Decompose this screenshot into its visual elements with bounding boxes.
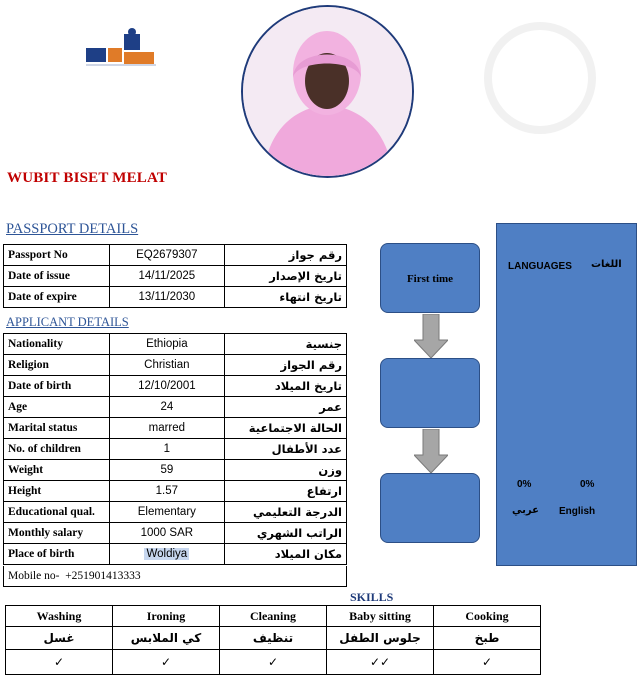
arrow-down-icon xyxy=(414,314,448,358)
nationality-value: Ethiopia xyxy=(109,334,224,355)
languages-panel xyxy=(496,223,637,566)
passport-no-label: Passport No xyxy=(4,245,110,266)
skill-cooking-arabic: طبخ xyxy=(434,627,541,650)
birthplace-value: Woldiya xyxy=(146,548,188,560)
children-arabic: عدد الأطفال xyxy=(224,439,346,460)
education-arabic: الدرجة التعليمي xyxy=(224,502,346,523)
expiry-date-arabic: تاريخ انتهاء xyxy=(224,287,346,308)
skill-baby-sitting-arabic: جلوس الطفل xyxy=(327,627,434,650)
age-value: 24 xyxy=(109,397,224,418)
age-arabic: عمر xyxy=(224,397,346,418)
arabic-level: 0% xyxy=(517,479,532,490)
mobile-label: Mobile no- xyxy=(8,570,60,582)
skills-table xyxy=(5,605,541,675)
weight-value: 59 xyxy=(109,460,224,481)
salary-arabic: الراتب الشهري xyxy=(224,523,346,544)
height-value: 1.57 xyxy=(109,481,224,502)
birth-date-value: 12/10/2001 xyxy=(109,376,224,397)
table-row xyxy=(4,355,347,376)
table-row xyxy=(4,334,347,355)
arabic-label: عربي xyxy=(512,505,539,516)
skill-baby-sitting: Baby sitting xyxy=(327,606,434,627)
flow-box-first xyxy=(380,243,480,313)
education-value: Elementary xyxy=(109,502,224,523)
birthplace-arabic: مكان الميلاد xyxy=(224,544,346,565)
children-value: 1 xyxy=(109,439,224,460)
weight-label: Weight xyxy=(4,460,110,481)
skill-washing: Washing xyxy=(6,606,113,627)
nationality-label: Nationality xyxy=(4,334,110,355)
marital-status-value: marred xyxy=(109,418,224,439)
arrow-down-icon xyxy=(414,429,448,473)
table-row xyxy=(4,245,347,266)
applicant-details-heading: APPLICANT DETAILS xyxy=(6,315,129,329)
skills-heading: SKILLS xyxy=(350,590,394,604)
english-label: English xyxy=(559,506,596,517)
birthplace-label: Place of birth xyxy=(4,544,110,565)
issue-date-arabic: تاريخ الإصدار xyxy=(224,266,346,287)
company-logo xyxy=(86,26,158,72)
passport-no-value: EQ2679307 xyxy=(109,245,224,266)
marital-status-arabic: الحالة الاجتماعية xyxy=(224,418,346,439)
table-row xyxy=(4,287,347,308)
education-label: Educational qual. xyxy=(4,502,110,523)
religion-arabic: رقم الجواز xyxy=(224,355,346,376)
birth-date-label: Date of birth xyxy=(4,376,110,397)
skill-cleaning: Cleaning xyxy=(220,606,327,627)
religion-value: Christian xyxy=(109,355,224,376)
skill-cooking: Cooking xyxy=(434,606,541,627)
passport-no-arabic: رقم جواز xyxy=(224,245,346,266)
flow-box-third xyxy=(380,473,480,543)
check-icon: ✓ xyxy=(6,650,113,675)
applicant-table xyxy=(3,333,347,565)
languages-title: LANGUAGES xyxy=(508,261,572,272)
mobile-value: +251901413333 xyxy=(65,570,141,582)
salary-value: 1000 SAR xyxy=(109,523,224,544)
passport-details-heading: PASSPORT DETAILS xyxy=(6,221,139,237)
skill-ironing: Ironing xyxy=(113,606,220,627)
table-row xyxy=(4,502,347,523)
skill-cleaning-arabic: تنظيف xyxy=(220,627,327,650)
skill-washing-arabic: غسل xyxy=(6,627,113,650)
expiry-date-value: 13/11/2030 xyxy=(109,287,224,308)
children-label: No. of children xyxy=(4,439,110,460)
birthplace-value-cell xyxy=(109,544,224,565)
issue-date-label: Date of issue xyxy=(4,266,110,287)
table-row xyxy=(4,418,347,439)
religion-label: Religion xyxy=(4,355,110,376)
check-icon: ✓ xyxy=(220,650,327,675)
salary-label: Monthly salary xyxy=(4,523,110,544)
table-row xyxy=(6,650,541,675)
height-arabic: ارتفاع xyxy=(224,481,346,502)
table-row xyxy=(6,627,541,650)
table-row xyxy=(4,523,347,544)
check-icon: ✓✓ xyxy=(327,650,434,675)
watermark-seal xyxy=(450,8,620,148)
skill-ironing-arabic: كي الملابس xyxy=(113,627,220,650)
flow-box-second xyxy=(380,358,480,428)
languages-title-arabic: اللغات xyxy=(591,259,622,270)
check-icon: ✓ xyxy=(113,650,220,675)
table-row xyxy=(4,481,347,502)
table-row xyxy=(4,266,347,287)
candidate-name: WUBIT BISET MELAT xyxy=(7,170,168,186)
check-icon: ✓ xyxy=(434,650,541,675)
english-level: 0% xyxy=(580,479,595,490)
passport-table xyxy=(3,244,347,308)
expiry-date-label: Date of expire xyxy=(4,287,110,308)
weight-arabic: وزن xyxy=(224,460,346,481)
candidate-photo xyxy=(241,5,414,178)
flow-box-first-label: First time xyxy=(406,273,454,285)
marital-status-label: Marital status xyxy=(4,418,110,439)
height-label: Height xyxy=(4,481,110,502)
age-label: Age xyxy=(4,397,110,418)
issue-date-value: 14/11/2025 xyxy=(109,266,224,287)
table-row xyxy=(4,439,347,460)
table-row xyxy=(4,397,347,418)
birth-date-arabic: تاريخ الميلاد xyxy=(224,376,346,397)
mobile-row xyxy=(3,566,347,587)
table-row xyxy=(6,606,541,627)
table-row xyxy=(4,376,347,397)
table-row xyxy=(4,460,347,481)
nationality-arabic: جنسية xyxy=(224,334,346,355)
table-row xyxy=(4,544,347,565)
